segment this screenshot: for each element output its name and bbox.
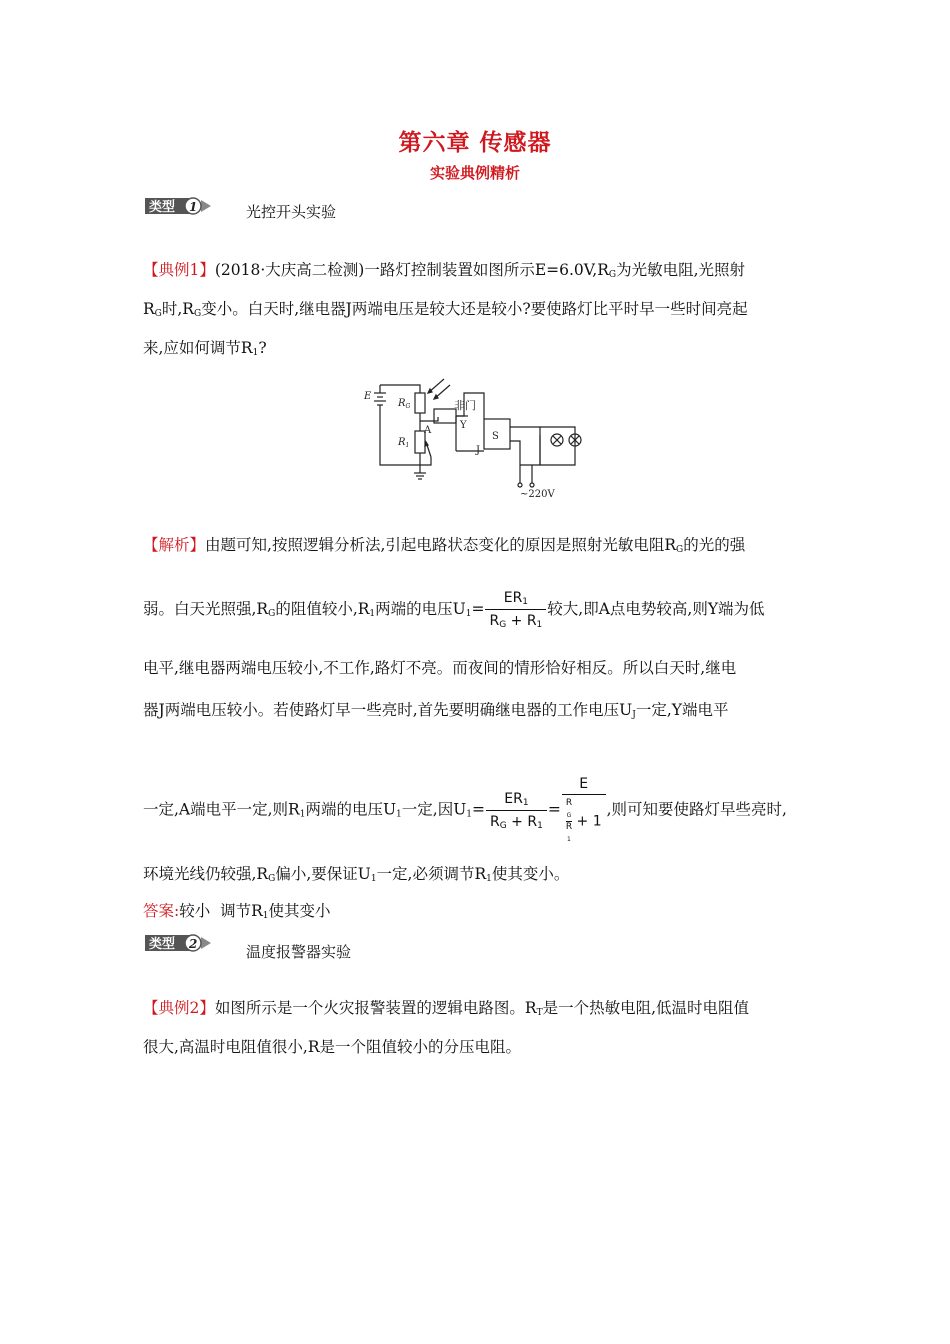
label-R1: $R_1$ <box>398 437 410 449</box>
fraction-voltage-3: E R $_G$ R $_1$ + 1 <box>562 776 606 845</box>
analysis-line-2: 弱。白天光照强$,R_G$的阻值较小$,R_1$两端的电压$U_1=$ $\frac{ER_1}{R_G + R_1}$ 较大,即A点电势较高,则Y端为低 <box>143 590 765 630</box>
example-1-line-3: 来,应如何调节$R_1$? <box>143 339 267 358</box>
type-2-badge <box>143 933 213 953</box>
label-RG: $R_G$ <box>398 398 411 410</box>
fraction-voltage-2: $\frac{ER_1}{R_G + R_1}$ <box>486 791 547 831</box>
example-2-line-2: 很大,高温时电阻值很小,R是一个阻值较小的分压电阻。 <box>143 1038 522 1056</box>
label-E: E <box>364 391 372 402</box>
analysis-line-1: 【解析】由题可知,按照逻辑分析法,引起电路状态变化的原因是照射光敏电阻$R_G$的光的强 <box>143 536 746 555</box>
type-2-badge-text: 类型 <box>149 937 176 952</box>
answer-line: 答案:较小 调节$R_1$使其变小 <box>143 902 331 921</box>
section-subtitle: 实验典例精析 <box>429 164 520 182</box>
analysis-line-6: 环境光线仍较强$,R_G$偏小,要保证$U_1$一定,必须调节$R_1$使其变小。 <box>143 865 570 884</box>
type-1-badge-text: 类型 <box>149 200 176 215</box>
example-2-tag: 【典例2】 <box>143 999 215 1017</box>
analysis-tag: 【解析】 <box>143 536 206 554</box>
type-2-badge-num: 2 <box>189 937 198 951</box>
answer-label: 答案: <box>143 902 180 920</box>
example-1-tag: 【典例1】 <box>143 261 215 279</box>
example-2-line-1: 【典例2】如图所示是一个火灾报警装置的逻辑电路图。$R_T$是一个热敏电阻,低温时电阻值 <box>143 999 750 1018</box>
example-1-line-2: $R_G$时$,R_G$变小。白天时,继电器J两端电压是较大还是较小?要使路灯比平时早一些时间亮起 <box>143 300 748 319</box>
chapter-title: 第六章 传感器 <box>398 129 552 156</box>
analysis-line-3: 电平,继电器两端电压较小,不工作,路灯不亮。而夜间的情形恰好相反。所以白天时,继电 <box>143 659 737 677</box>
type-1-badge-num: 1 <box>189 200 198 214</box>
label-S: S <box>492 431 499 442</box>
example-1-line-1: 【典例1】(2018·大庆高二检测)一路灯控制装置如图所示$E=6.0V,R_G$为光敏电阻,光照射 <box>143 261 746 280</box>
analysis-line-4: 器J两端电压较小。若使路灯早一些亮时,首先要明确继电器的工作电压$U_J$一定,Y端电平 <box>143 701 729 720</box>
analysis-line-5: 一定,A端电平一定,则$R_1$两端的电压$U_1$一定,因$U_1=$ $\frac{ER_1}{R_G + R_1}$ = E R $_G$ R $_1$ + 1 ,则可知要使路灯早些亮时, <box>143 776 787 843</box>
fraction-voltage-1: $\frac{ER_1}{R_G + R_1}$ <box>485 590 546 630</box>
label-Y: Y <box>460 420 467 431</box>
type-2-label: 温度报警器实验 <box>246 943 352 961</box>
label-A: A <box>424 425 432 436</box>
type-1-label: 光控开头实验 <box>246 203 337 221</box>
label-J: J <box>476 445 481 456</box>
label-gate: 非门 <box>454 399 476 412</box>
type-1-badge <box>143 196 213 216</box>
light-control-circuit-diagram <box>360 375 600 500</box>
label-ac: ~220V <box>520 489 555 500</box>
